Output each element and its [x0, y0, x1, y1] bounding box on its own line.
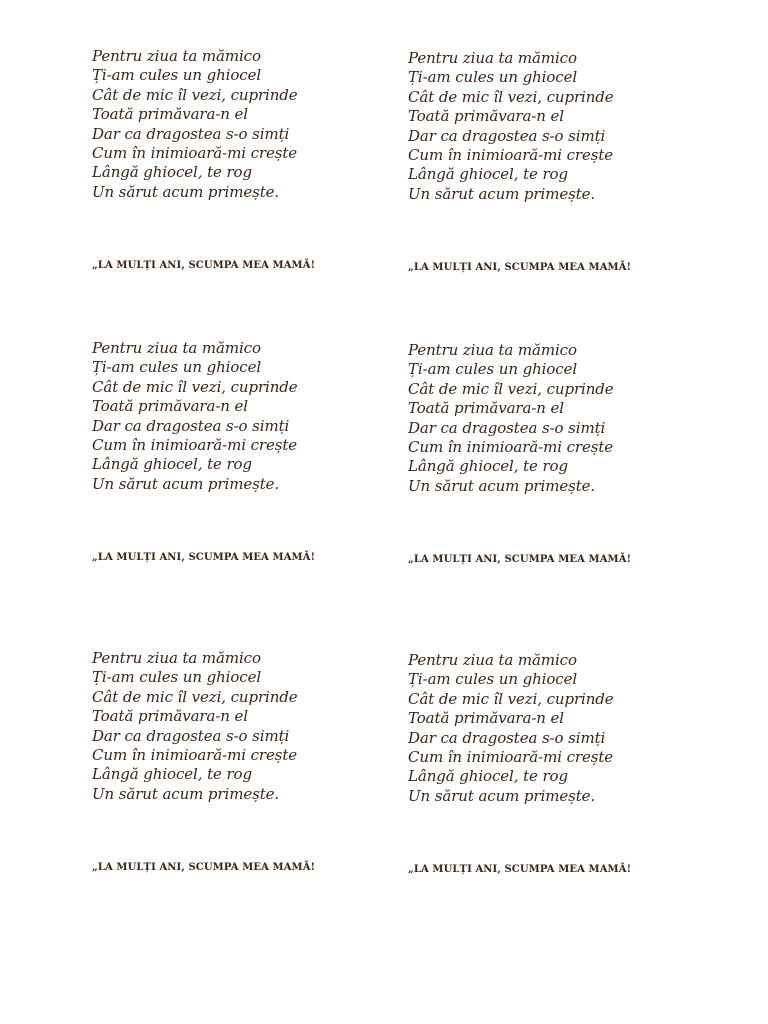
poem-line: Lângă ghiocel, te rog: [92, 163, 252, 182]
poem-line: Lângă ghiocel, te rog: [408, 165, 568, 184]
poem-text: [92, 47, 392, 202]
poem-line: Cât de mic îl vezi, cuprinde: [408, 379, 614, 398]
greeting-text: „LA MULȚI ANI, SCUMPA MEA MAMĂ!: [92, 552, 316, 563]
poem-line: Pentru ziua ta mămico: [92, 47, 261, 65]
poem-card: [408, 651, 708, 875]
poem-line: Ți-am cules un ghiocel: [408, 360, 578, 379]
poem-text: [408, 341, 708, 496]
poem-line: Cât de mic îl vezi, cuprinde: [92, 687, 298, 706]
greeting-text: „LA MULȚI ANI, SCUMPA MEA MAMĂ!: [408, 262, 632, 273]
poem-line: Ți-am cules un ghiocel: [92, 668, 262, 687]
poem-line: Pentru ziua ta mămico: [408, 341, 577, 359]
poem-line: Cum în inimioară-mi crește: [408, 748, 614, 767]
poem-line: Toată primăvara-n el: [408, 709, 564, 728]
poem-text: [92, 649, 392, 804]
greeting-text: „LA MULȚI ANI, SCUMPA MEA MAMĂ!: [408, 554, 632, 565]
poem-line: Un sărut acum primește.: [408, 786, 596, 805]
poem-line: Ți-am cules un ghiocel: [408, 670, 578, 689]
poem-text: [408, 651, 708, 806]
poem-text: [92, 339, 392, 494]
poem-line: Ți-am cules un ghiocel: [408, 68, 578, 87]
poem-line: Cum în inimioară-mi crește: [408, 146, 614, 165]
poem-line: Pentru ziua ta mămico: [92, 339, 261, 357]
poem-line: Dar ca dragostea s-o simți: [92, 124, 290, 143]
poem-card: [408, 341, 708, 565]
poem-line: Ți-am cules un ghiocel: [92, 66, 262, 85]
poem-line: Lângă ghiocel, te rog: [408, 457, 568, 476]
poem-line: Dar ca dragostea s-o simți: [408, 728, 606, 747]
poem-line: Cum în inimioară-mi crește: [92, 144, 298, 163]
poem-line: Cât de mic îl vezi, cuprinde: [92, 377, 298, 396]
poem-line: Dar ca dragostea s-o simți: [92, 416, 290, 435]
poem-text: [408, 49, 708, 204]
poem-line: Un sărut acum primește.: [92, 474, 280, 493]
poem-card: [92, 47, 392, 271]
poem-card: [92, 649, 392, 873]
poem-line: Cum în inimioară-mi crește: [408, 438, 614, 457]
poem-line: Cât de mic îl vezi, cuprinde: [92, 85, 298, 104]
poem-line: Ți-am cules un ghiocel: [92, 358, 262, 377]
poem-line: Dar ca dragostea s-o simți: [408, 418, 606, 437]
poem-line: Pentru ziua ta mămico: [92, 649, 261, 667]
poem-line: Un sărut acum primește.: [92, 182, 280, 201]
poem-line: Cât de mic îl vezi, cuprinde: [408, 689, 614, 708]
poem-line: Un sărut acum primește.: [408, 184, 596, 203]
poem-line: Toată primăvara-n el: [408, 399, 564, 418]
greeting-text: „LA MULȚI ANI, SCUMPA MEA MAMĂ!: [408, 864, 632, 875]
poem-line: Un sărut acum primește.: [408, 476, 596, 495]
poem-card: [92, 339, 392, 563]
poem-line: Toată primăvara-n el: [408, 107, 564, 126]
poem-line: Toată primăvara-n el: [92, 707, 248, 726]
poem-line: Lângă ghiocel, te rog: [92, 455, 252, 474]
poem-line: Cât de mic îl vezi, cuprinde: [408, 87, 614, 106]
greeting-text: „LA MULȚI ANI, SCUMPA MEA MAMĂ!: [92, 260, 316, 271]
poem-line: Pentru ziua ta mămico: [408, 49, 577, 67]
poem-line: Un sărut acum primește.: [92, 784, 280, 803]
poem-line: Pentru ziua ta mămico: [408, 651, 577, 669]
poem-line: Lângă ghiocel, te rog: [408, 767, 568, 786]
poem-line: Toată primăvara-n el: [92, 397, 248, 416]
poem-line: Cum în inimioară-mi crește: [92, 746, 298, 765]
poem-line: Dar ca dragostea s-o simți: [408, 126, 606, 145]
poem-line: Dar ca dragostea s-o simți: [92, 726, 290, 745]
poem-line: Lângă ghiocel, te rog: [92, 765, 252, 784]
poem-line: Cum în inimioară-mi crește: [92, 436, 298, 455]
poem-line: Toată primăvara-n el: [92, 105, 248, 124]
greeting-text: „LA MULȚI ANI, SCUMPA MEA MAMĂ!: [92, 862, 316, 873]
poem-card: [408, 49, 708, 273]
